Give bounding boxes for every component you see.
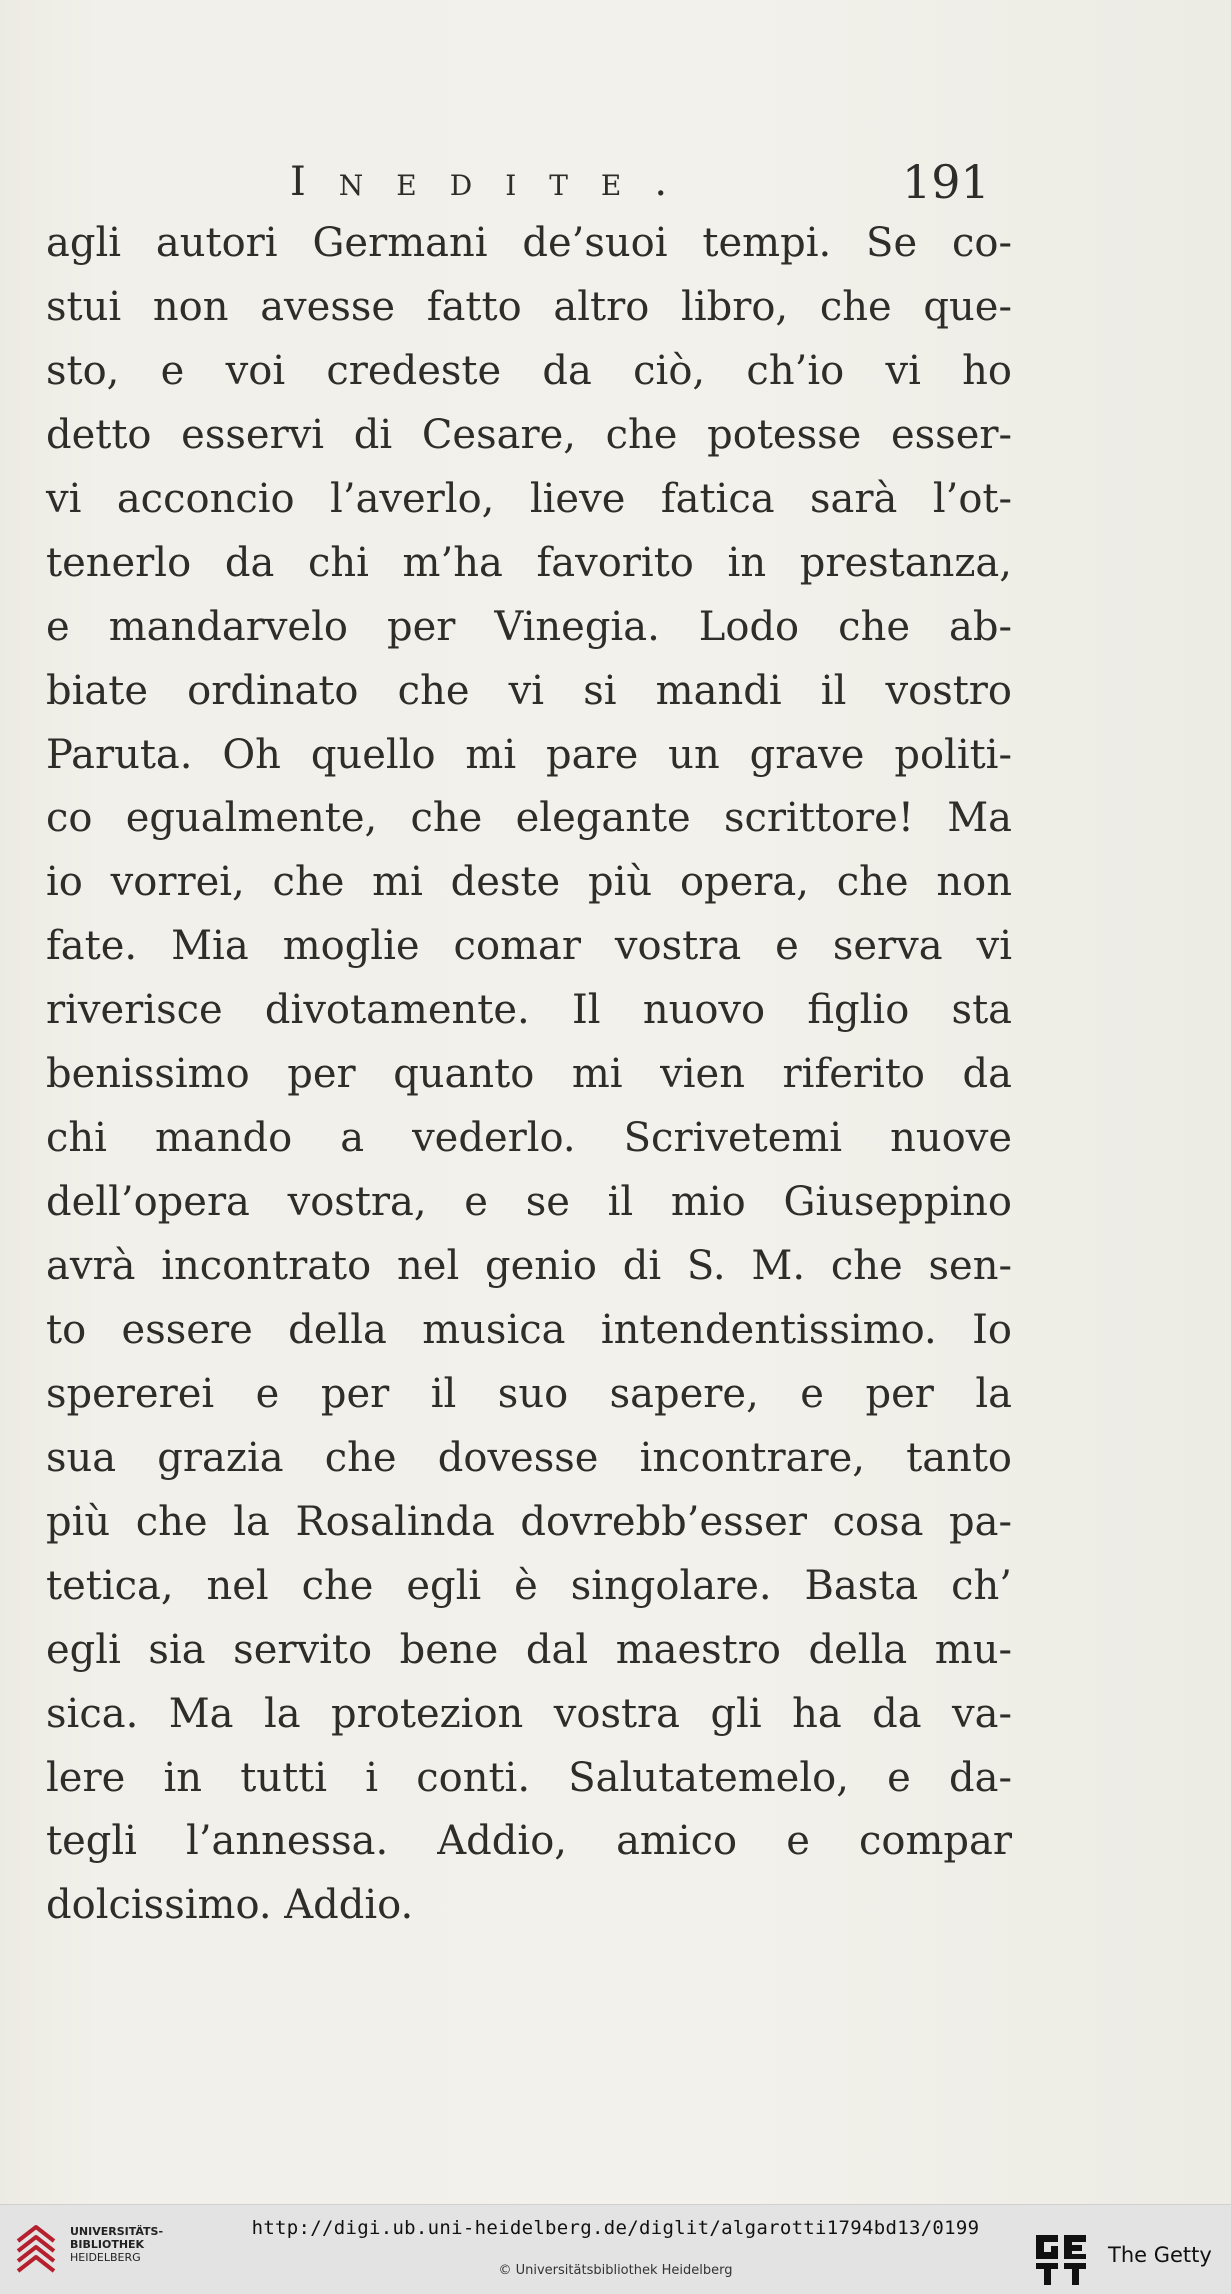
getty-name: The Getty — [1108, 2243, 1212, 2267]
document-url-link[interactable]: http://digi.ub.uni-heidelberg.de/diglit/algarotti1794bd13/0199 — [251, 2217, 980, 2239]
library-name-line: UNIVERSITÄTS- — [70, 2225, 164, 2238]
text-line: avrà incontrato nel genio di S. M. che sen- — [46, 1243, 1012, 1289]
text-line: stui non avesse fatto altro libro, che que- — [46, 283, 1012, 330]
text-line: io vorrei, che mi deste più opera, che non — [46, 859, 1012, 906]
text-line: vi acconcio l’averlo, lieve fatica sarà l’ot- — [46, 475, 1012, 522]
text-line: sica. Ma la protezion vostra gli ha da va- — [46, 1690, 1012, 1737]
text-line: fate. Mia moglie comar vostra e serva vi — [46, 923, 1012, 970]
page-number: 191 — [902, 155, 990, 209]
running-head — [0, 152, 1231, 212]
text-line: riverisce divotamente. Il nuovo figlio sta — [46, 987, 1012, 1034]
text-line: tenerlo da chi m’ha favorito in prestanza, — [46, 539, 1012, 586]
getty-logo-icon — [1034, 2233, 1088, 2287]
copyright-notice: © Universitätsbibliothek Heidelberg — [498, 2263, 733, 2278]
text-line: biate ordinato che vi si mandi il vostro — [46, 667, 1012, 714]
text-line: lere in tutti i conti. Salutatemelo, e da- — [46, 1754, 1012, 1801]
text-line: agli autori Germani de’suoi tempi. Se co- — [46, 220, 1012, 266]
text-line: tetica, nel che egli è singolare. Basta ch’ — [46, 1562, 1012, 1609]
running-title: Inedite. — [290, 159, 701, 205]
text-line: più che la Rosalinda dovrebb’esser cosa pa- — [46, 1498, 1012, 1545]
text-line: sto, e voi credeste da ciò, ch’io vi ho — [46, 347, 1012, 394]
text-line: dolcissimo. Addio. — [46, 1882, 414, 1929]
text-line: dell’opera vostra, e se il mio Giuseppino — [46, 1179, 1012, 1226]
text-line: spererei e per il suo sapere, e per la — [46, 1370, 1012, 1417]
footer-bar — [0, 2204, 1231, 2294]
library-name-line: HEIDELBERG — [70, 2251, 141, 2264]
text-line: tegli l’annessa. Addio, amico e compar — [46, 1818, 1012, 1865]
text-line: co egualmente, che elegante scrittore! Ma — [46, 795, 1012, 842]
text-line: sua grazia che dovesse incontrare, tanto — [46, 1434, 1012, 1481]
text-line: Paruta. Oh quello mi pare un grave politi- — [46, 731, 1012, 778]
text-line: chi mando a vederlo. Scrivetemi nuove — [46, 1115, 1012, 1162]
text-line: egli sia servito bene dal maestro della mu- — [46, 1626, 1012, 1673]
body-text — [46, 212, 1012, 1938]
text-line: to essere della musica intendentissimo. Io — [46, 1306, 1012, 1353]
text-line: detto esservi di Cesare, che potesse esser- — [46, 411, 1012, 458]
text-line: e mandarvelo per Vinegia. Lodo che ab- — [46, 603, 1012, 650]
library-name-line: BIBLIOTHEK — [70, 2238, 145, 2251]
text-line: benissimo per quanto mi vien riferito da — [46, 1051, 1012, 1098]
